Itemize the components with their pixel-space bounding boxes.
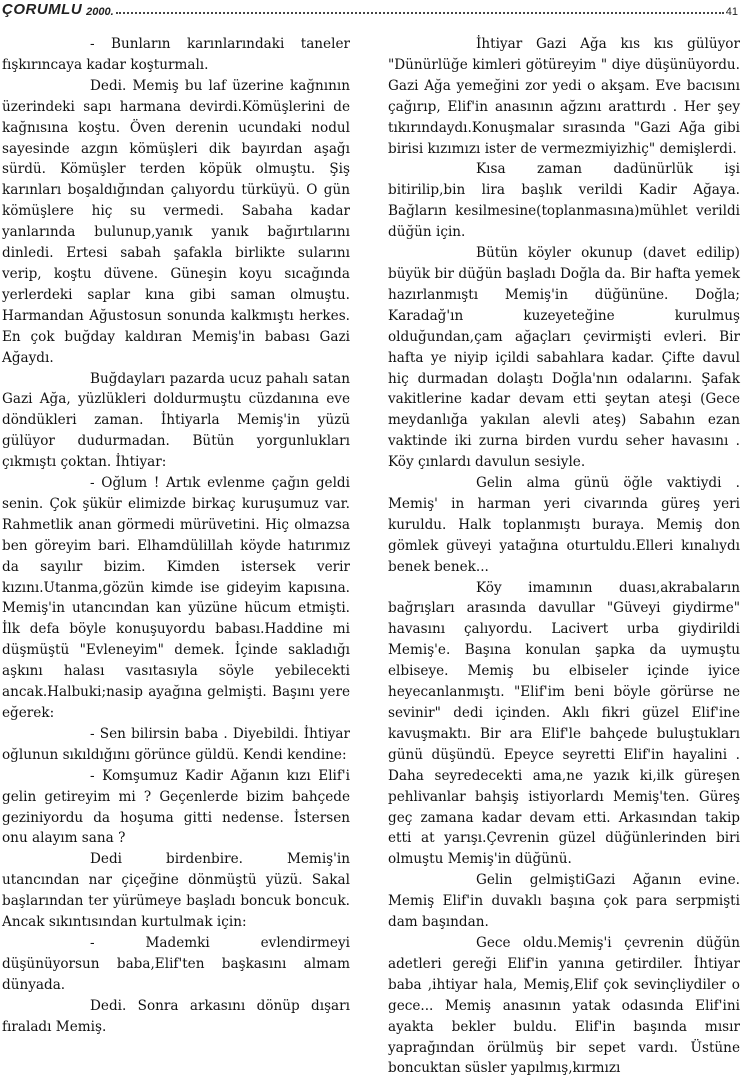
paragraph: Bütün köyler okunup (davet edilip) büyük bir düğün başladı Doğla da. Bir hafta yemek hazırlanmıştı Memiş'in düğününe. Doğla; Karadağ'ın kuzeyeteğine kurulmuş olduğundan,çam ağaçları çevirmişti evleri. Bir hafta ye niyip içildi sabahlara kadar. Çifte davul hiç durmadan dolaştı Doğla'nın odalarını. Şafak vakitlerine kadar devam etti şeytan ateşi (Gece meydanlığa yakılan alevli ateş) Sabahın ezan vaktinde iki zurna birden vurdu seher havasını . Köy çınlardı davulun sesiyle. bbox=[388, 245, 740, 471]
right-column bbox=[388, 34, 740, 1079]
paragraph: - Mademki evlendirmeyi düşünüyorsun baba,Elif'ten başkasını almam dünyada. bbox=[2, 934, 350, 993]
page-number: 41 bbox=[725, 6, 738, 18]
paragraph: Dedi. Memiş bu laf üzerine kağnının üzerindeki sapı harmana devirdi.Kömüşlerini de kağnısına koştu. Öven derenin ucundaki nodul sayesinde azgın kömüşleri dik bayırdan aşağı sürdü. Kömüşler terden köpük olmuştu. Şiş karınları boşaldığından çalıyordu türküyü. O gün kömüşlere hiç su vermedi. Sabaha kadar yanlarında bulunup,yanık yanık bağırtılarını dinledi. Ertesi sabah şafakla birlikte sularını verip, koştu düvene. Güneşin koyu sıcağında yerlerdeki saplar kına gibi saman olmuştu. Harmandan Ağustosun sonunda kalkmıştı herkes. En çok buğday kaldıran Memiş'in babası Gazi Ağaydı. bbox=[2, 77, 350, 366]
page-header bbox=[2, 0, 738, 18]
paragraph: - Bunların karınlarındaki taneler fışkırıncaya kadar koşturmalı. bbox=[2, 36, 350, 73]
left-column bbox=[2, 34, 350, 1038]
paragraph: Buğdayları pazarda ucuz pahalı satan Gazi Ağa, yüzlükleri doldurmuştu cüzdanına eve döndükleri zaman. İhtiyarla Memiş'in yüzü gülüyor dudurmadan. Bütün yorgunlukları çıkmıştı çoktan. İhtiyar: bbox=[2, 370, 350, 471]
paragraph: Gelin alma günü öğle vaktiydi . Memiş' in harman yeri civarında güreş yeri kuruldu. Halk toplanmıştı buraya. Memiş don gömlek güveyi yatağına oturtuldu.Elleri kınalıydı benek benek... bbox=[388, 475, 740, 575]
paragraph: Dedi birdenbire. Memiş'in utancından nar çiçeğine dönmüştü yüzü. Sakal başlarından ter yürümeye başladı boncuk boncuk. Ancak sıkıntısından kurtulmak için: bbox=[2, 851, 350, 931]
magazine-logo: ÇORUMLU bbox=[2, 1, 83, 18]
paragraph: Gece oldu.Memiş'i çevrenin düğün adetleri gereği Elif'in yanına getirdiler. İhtiyar baba ,ihtiyar hala, Memiş,Elif çok sevinçliydiler o gece... Memiş anasının yatak odasında Elif'ini ayakta bekler buldu. Elif'in başında mısır yaprağından örülmüş bir sepet vardı. Üstüne boncuktan süsler yapılmış,kırmızı bbox=[388, 934, 740, 1077]
paragraph: Dedi. Sonra arkasını dönüp dışarı fıraladı Memiş. bbox=[2, 997, 350, 1035]
paragraph: Gelin gelmiştiGazi Ağanın evine. Memiş Elif'in duvaklı başına çok para serpmişti dam başından. bbox=[388, 872, 740, 931]
paragraph: - Komşumuz Kadir Ağanın kızı Elif'i gelin getireyim mi ? Geçenlerde bizim bahçede geziniyordu da hoşuma gitti nedense. İstersen onu alayım sana ? bbox=[2, 767, 350, 847]
paragraph: İhtiyar Gazi Ağa kıs kıs gülüyor "Dünürlüğe kimleri götüreyim " diye düşünüyordu. Gazi Ağa yemeğini zor yedi o akşam. Eve bacısını çağırıp, Elif'in anasının ağzını arattırdı . Her şey tıkırındaydı.Konuşmalar sırasında "Gazi Ağa gibi birisi kızımızı ister de vermezmiyizhiç" demişlerdi. bbox=[388, 36, 740, 157]
paragraph: - Sen bilirsin baba . Diyebildi. İhtiyar oğlunun sıkıldığını görünce güldü. Kendi kendine: bbox=[2, 725, 350, 763]
header-dotted-leader bbox=[116, 12, 724, 14]
issue-year: 2000. bbox=[86, 6, 114, 18]
paragraph: Kısa zaman dadünürlük işi bitirilip,bin lira başlık verildi Kadir Ağaya. Bağların kesilmesine(toplanmasına)mühlet verildi düğün için. bbox=[388, 161, 740, 241]
paragraph: Köy imamının duası,akrabaların bağrışları arasında davullar "Güveyi giydirme" havasını çalıyordu. Lacivert urba giydirildi Memiş'e. Başına konulan şapka da uymuştu elbiseye. Memiş bu elbiseler içinde iyice heyecanlanmıştı. "Elif'im beni böyle görürse ne sevinir" dedi içinden. Aklı fikri güzel Elif'ine kavuşmaktı. Bir ara Elif'le bahçede buluştukları günü düşündü. Epeyce seyretti Elif'in hayalini . Daha seyredecekti ama,ne yazık ki,ilk güreşen pehlivanlar bahşiş istiyorlardı Memiş'ten. Güreş geç zamana kadar devam etti. Arkasından takip etti at yarışı.Çevrenin güzel düğünlerinden biri olmuştu Memiş'in düğünü. bbox=[388, 579, 740, 868]
paragraph: - Oğlum ! Artık evlenme çağın geldi senin. Çok şükür elimizde birkaç kuruşumuz var. Rahmetlik anan görmedi mürüvetini. Hiç olmazsa ben göreyim bari. Elhamdülillah köyde hatırımız da sayılır bizim. Kimden istersek verir kızını.Utanma,gözün kimde ise gideyim kapısına. Memiş'in utancından kan yüzüne hücum etmişti. İlk defa böyle konuşuyordu babası.Haddine mi düşmüştü "Evleneyim" demek. İçinde sakladığı aşkını halası vasıtasıyla söyle yebilecekti ancak.Halbuki;nasip ayağına gelmişti. Başını yere eğerek: bbox=[2, 475, 350, 721]
